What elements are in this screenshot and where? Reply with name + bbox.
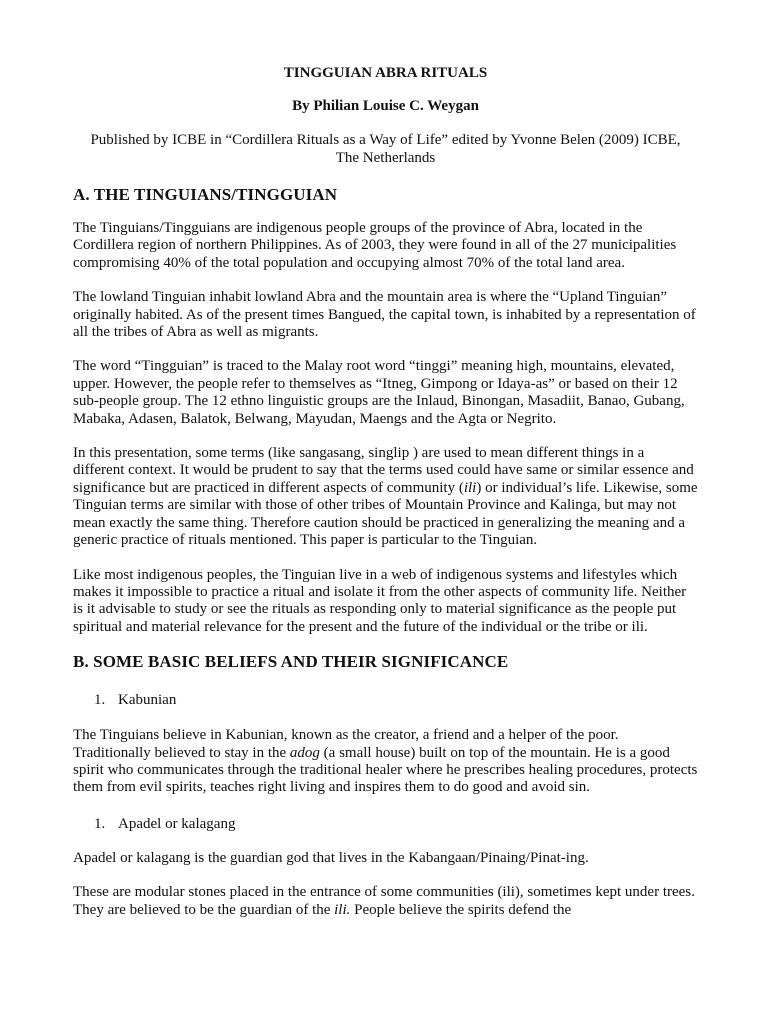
list-item-label: Kabunian bbox=[118, 692, 177, 709]
list-item-number: 1. bbox=[94, 815, 106, 832]
section-a-paragraph-3: The word “Tingguian” is traced to the Malay root word “tinggi” meaning high, mountains, elevated, upper. However, the people refer to themselves as “Itneg, Gimpong or Idaya-as” or based on their 12 sub-people group. The 12 ethno linguistic groups are the Inlaud, Binongan, Masadiit, Banao, Gubang, Mabaka, Adasen, Balatok, Belwang, Mayudan, Maengs and the Agta or Negrito. bbox=[73, 358, 685, 427]
section-b-paragraph-3 bbox=[73, 884, 698, 919]
section-a-heading: A. THE TINGUIANS/TINGGUIAN bbox=[73, 185, 338, 204]
publication-note-line-1: Published by ICBE in “Cordillera Rituals as a Way of Life” edited by Yvonne Belen (2009) ICBE, bbox=[90, 132, 681, 148]
section-a-paragraph-2: The lowland Tinguian inhabit lowland Abra and the mountain area is where the “Upland Tinguian” originally habited. As of the present times Bangued, the capital town, is inhabited by a representation of all the tribes of Abra as well as migrants. bbox=[73, 289, 696, 341]
list-item-kabunian bbox=[73, 691, 698, 709]
ili-term: ili bbox=[463, 479, 477, 496]
section-b-paragraph-3-part-1: These are modular stones placed in the entrance of some communities (ili), sometimes kept under trees. They are believed to be the guardian of the bbox=[73, 884, 695, 918]
section-a-paragraph-1: The Tinguians/Tingguians are indigenous people groups of the province of Abra, located in the Cordillera region of northern Philippines. As of 2003, they were found in all of the 27 municipalities compromising 40% of the total population and occupying almost 70% of the total land area. bbox=[73, 220, 677, 271]
document-title: TINGGUIAN ABRA RITUALS bbox=[283, 65, 488, 81]
section-a-paragraph-4-part-2: ) or individual’s life. Likewise, some Tinguian terms are similar with those of other tribes of Mountain Province and Kalinga, but may not mean exactly the same thing. Therefore caution should be practiced in generalizing the meaning and a generic practice of rituals mentioned. This paper is particular to the Tinguian. bbox=[73, 479, 698, 549]
publication-note-line-2: The Netherlands bbox=[335, 150, 436, 166]
list-item-label: Apadel or kalagang bbox=[118, 815, 236, 832]
document-author: By Philian Louise C. Weygan bbox=[292, 98, 479, 114]
section-b-paragraph-3-part-2: People believe the spirits defend the bbox=[350, 901, 572, 918]
section-b-paragraph-1-part-2: (a small house) built on top of the mountain. He is a good spirit who communicates through the traditional healer where he prescribes healing procedures, protects them from evil spirits, teaches right living and inspires them to do good and avoid sin. bbox=[73, 744, 698, 796]
publication-note bbox=[73, 131, 698, 167]
section-b-paragraph-2: Apadel or kalagang is the guardian god that lives in the Kabangaan/Pinaing/Pinat-ing. bbox=[73, 849, 589, 866]
section-b-heading: B. SOME BASIC BELIEFS AND THEIR SIGNIFICANCE bbox=[73, 652, 509, 672]
section-b-paragraph-1 bbox=[73, 727, 698, 797]
list-item-apadel bbox=[73, 815, 698, 833]
ili-term: ili. bbox=[334, 901, 351, 918]
section-a-paragraph-4 bbox=[73, 445, 698, 549]
section-a-paragraph-5: Like most indigenous peoples, the Tinguian live in a web of indigenous systems and lifestyles which makes it impossible to practice a ritual and isolate it from the other aspects of community life. Neither is it advisable to study or see the rituals as responding only to material significance as the people put spiritual and material relevance for the present and the future of the individual or the tribe or ili. bbox=[73, 566, 687, 635]
section-b-paragraph-1-part-1: The Tinguians believe in Kabunian, known as the creator, a friend and a helper of the poor. Traditionally believed to stay in the bbox=[73, 727, 619, 761]
section-a-paragraph-4-part-1: In this presentation, some terms (like sangasang, singlip ) are used to mean different things in a different context. It would be prudent to say that the terms used could have same or similar essence and significance but are practiced in different aspects of community ( bbox=[73, 445, 694, 496]
list-item-number: 1. bbox=[94, 692, 106, 709]
adog-term: adog bbox=[289, 744, 320, 761]
